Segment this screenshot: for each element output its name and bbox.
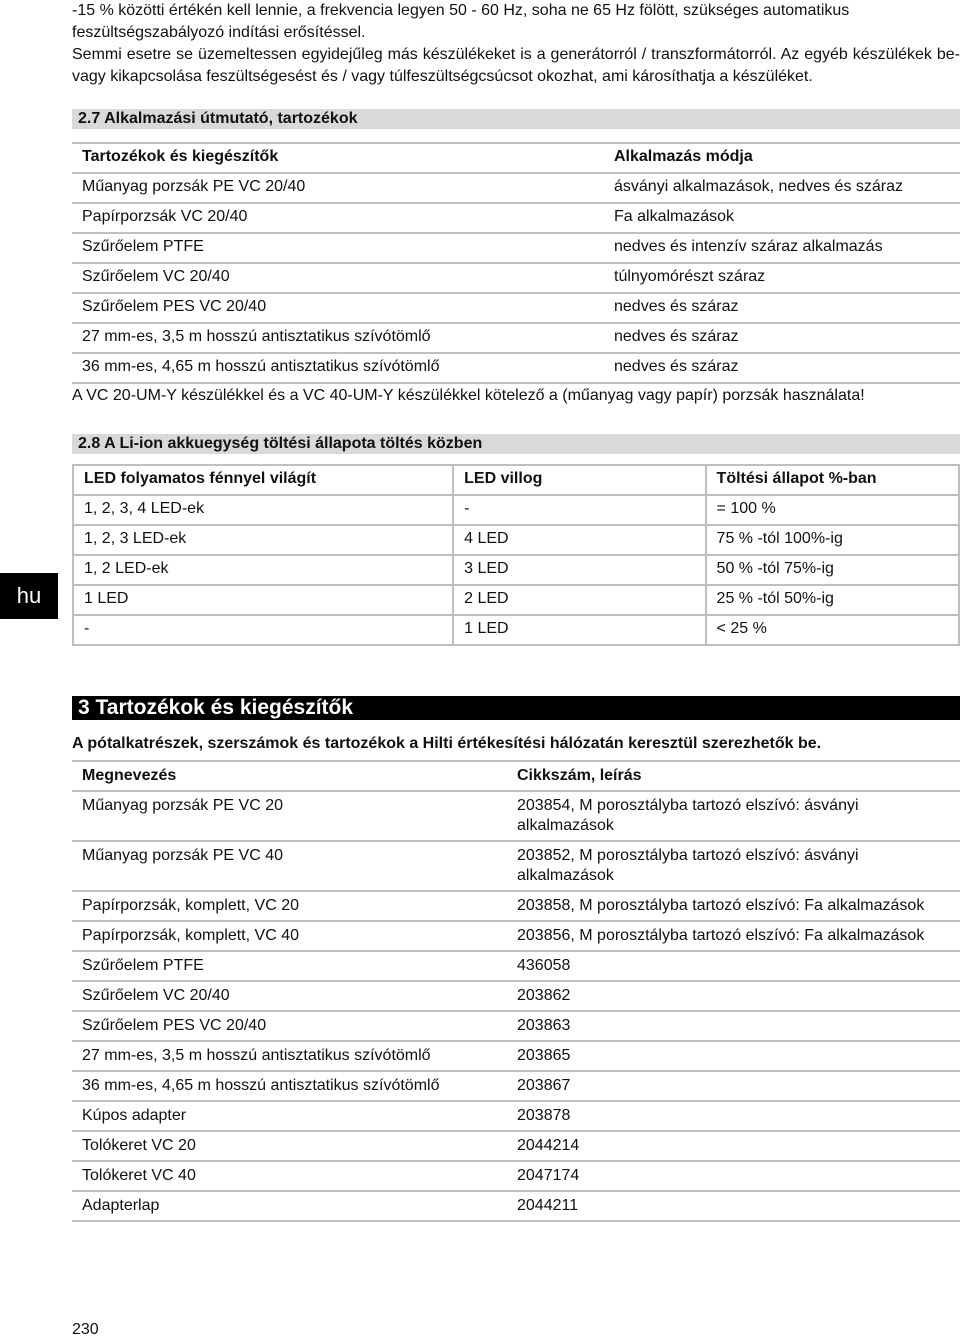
accessories-usage-table <box>72 142 960 384</box>
table-cell: Szűrőelem PTFE <box>82 957 204 974</box>
column-header: Töltési állapot %-ban <box>706 465 959 495</box>
table-cell: 203867 <box>517 1077 571 1094</box>
table-cell: Fa alkalmazások <box>614 208 735 225</box>
table-cell: 27 mm-es, 3,5 m hosszú antisztatikus szívótömlő <box>82 1047 431 1064</box>
table-cell: 203863 <box>517 1017 571 1034</box>
table-row <box>72 203 960 233</box>
table-row <box>72 233 960 263</box>
table-cell: nedves és intenzív száraz alkalmazás <box>614 238 883 255</box>
table-cell: Műanyag porzsák PE VC 20/40 <box>82 178 306 195</box>
table-row <box>72 841 960 891</box>
table-cell: 1 LED <box>73 585 453 615</box>
table-cell: ásványi alkalmazások, nedves és száraz <box>614 178 904 195</box>
table-cell: Szűrőelem PES VC 20/40 <box>82 298 267 315</box>
intro-paragraph-2: Semmi esetre se üzemeltessen egyidejűleg más készülékeket is a generátorról / transzformátorról. Az egyéb készülékek be- vagy kikapcsolása feszültségesést és / vagy túlfeszültségcsúcsot okozhat, ami károsíthatja a készüléket. <box>72 46 960 85</box>
table-cell: 25 % -tól 50%-ig <box>706 585 959 615</box>
table-cell: - <box>73 615 453 645</box>
bag-requirement-note: A VC 20-UM-Y készülékkel és a VC 40-UM-Y készülékkel kötelező a (műanyag vagy papír) porzsák használata! <box>72 387 865 404</box>
table-cell: 203852, M porosztályba tartozó elszívó: ásványi alkalmazások <box>517 847 859 884</box>
table-cell: Műanyag porzsák PE VC 40 <box>82 847 283 864</box>
table-cell: 27 mm-es, 3,5 m hosszú antisztatikus szívótömlő <box>82 328 431 345</box>
table-cell: 75 % -tól 100%-ig <box>706 525 959 555</box>
intro-paragraph-1: -15 % közötti értékén kell lennie, a frekvencia legyen 50 - 60 Hz, soha ne 65 Hz fölött, szükséges automatikus feszültségszabályozó indítási erősítéssel. <box>72 2 850 41</box>
table-row <box>72 951 960 981</box>
column-header: LED folyamatos fénnyel világít <box>73 465 453 495</box>
page-number: 230 <box>72 1321 99 1338</box>
table-row <box>73 555 959 585</box>
table-cell: Szűrőelem VC 20/40 <box>82 987 230 1004</box>
table-row <box>73 615 959 645</box>
table-cell: 203854, M porosztályba tartozó elszívó: ásványi alkalmazások <box>517 797 859 834</box>
table-cell: 203878 <box>517 1107 571 1124</box>
table-cell: 1, 2, 3 LED-ek <box>73 525 453 555</box>
table-cell: 203858, M porosztályba tartozó elszívó: Fa alkalmazások <box>517 897 925 914</box>
table-row <box>72 263 960 293</box>
table-row <box>72 1101 960 1131</box>
table-cell: 50 % -tól 75%-ig <box>706 555 959 585</box>
column-header: Cikkszám, leírás <box>517 767 642 784</box>
table-cell: Szűrőelem PTFE <box>82 238 204 255</box>
table-cell: Tolókeret VC 40 <box>82 1167 196 1184</box>
table-cell: túlnyomórészt száraz <box>614 268 766 285</box>
table-header-row <box>73 465 959 495</box>
table-cell: Papírporzsák, komplett, VC 40 <box>82 927 299 944</box>
table-cell: nedves és száraz <box>614 298 739 315</box>
table-cell: 36 mm-es, 4,65 m hosszú antisztatikus szívótömlő <box>82 1077 440 1094</box>
section-2-8-title: 2.8 A Li-ion akkuegység töltési állapota töltés közben <box>72 434 960 454</box>
table-cell: 2044214 <box>517 1137 580 1154</box>
table-row <box>72 921 960 951</box>
table-cell: - <box>453 495 705 525</box>
table-row <box>73 495 959 525</box>
language-tab: hu <box>0 573 58 619</box>
table-cell: 1, 2, 3, 4 LED-ek <box>73 495 453 525</box>
table-row <box>72 1191 960 1221</box>
table-row <box>72 1161 960 1191</box>
table-cell: = 100 % <box>706 495 959 525</box>
table-cell: 203865 <box>517 1047 571 1064</box>
table-cell: 203856, M porosztályba tartozó elszívó: Fa alkalmazások <box>517 927 925 944</box>
table-cell: 2044211 <box>517 1197 579 1214</box>
table-cell: Szűrőelem PES VC 20/40 <box>82 1017 267 1034</box>
table-row <box>73 585 959 615</box>
table-cell: Műanyag porzsák PE VC 20 <box>82 797 283 814</box>
table-row <box>72 891 960 921</box>
table-cell: Szűrőelem VC 20/40 <box>82 268 230 285</box>
table-row <box>72 173 960 203</box>
table-row <box>72 323 960 353</box>
table-cell: 1, 2 LED-ek <box>73 555 453 585</box>
table-cell: Papírporzsák VC 20/40 <box>82 208 248 225</box>
table-row <box>72 791 960 841</box>
column-header: LED villog <box>453 465 705 495</box>
table-row <box>72 353 960 383</box>
table-header-row <box>72 761 960 791</box>
intro-text <box>72 0 960 88</box>
table-cell: Papírporzsák, komplett, VC 20 <box>82 897 299 914</box>
column-header: Tartozékok és kiegészítők <box>82 148 279 165</box>
table-row <box>72 981 960 1011</box>
table-row <box>72 1131 960 1161</box>
table-row <box>73 525 959 555</box>
table-cell: 2 LED <box>453 585 705 615</box>
table-cell: 203862 <box>517 987 571 1004</box>
column-header: Alkalmazás módja <box>614 148 753 165</box>
battery-charge-table <box>72 464 960 646</box>
section-3-subtitle: A pótalkatrészek, szerszámok és tartozékok a Hilti értékesítési hálózatán keresztül szerezhetők be. <box>72 735 822 752</box>
section-2-7-title: 2.7 Alkalmazási útmutató, tartozékok <box>72 109 960 129</box>
table-cell: Kúpos adapter <box>82 1107 187 1124</box>
table-cell: 4 LED <box>453 525 705 555</box>
table-cell: 1 LED <box>453 615 705 645</box>
table-row <box>72 1071 960 1101</box>
table-cell: 3 LED <box>453 555 705 585</box>
table-cell: nedves és száraz <box>614 358 739 375</box>
table-cell: Tolókeret VC 20 <box>82 1137 196 1154</box>
table-cell: Adapterlap <box>82 1197 160 1214</box>
table-row <box>72 1011 960 1041</box>
table-cell: nedves és száraz <box>614 328 739 345</box>
table-header-row <box>72 143 960 173</box>
section-3-title: 3 Tartozékok és kiegészítők <box>72 696 960 720</box>
table-cell: < 25 % <box>706 615 959 645</box>
column-header: Megnevezés <box>82 767 177 784</box>
table-row <box>72 1041 960 1071</box>
table-cell: 436058 <box>517 957 571 974</box>
table-cell: 36 mm-es, 4,65 m hosszú antisztatikus szívótömlő <box>82 358 440 375</box>
parts-table <box>72 760 960 1222</box>
table-row <box>72 293 960 323</box>
table-cell: 2047174 <box>517 1167 580 1184</box>
